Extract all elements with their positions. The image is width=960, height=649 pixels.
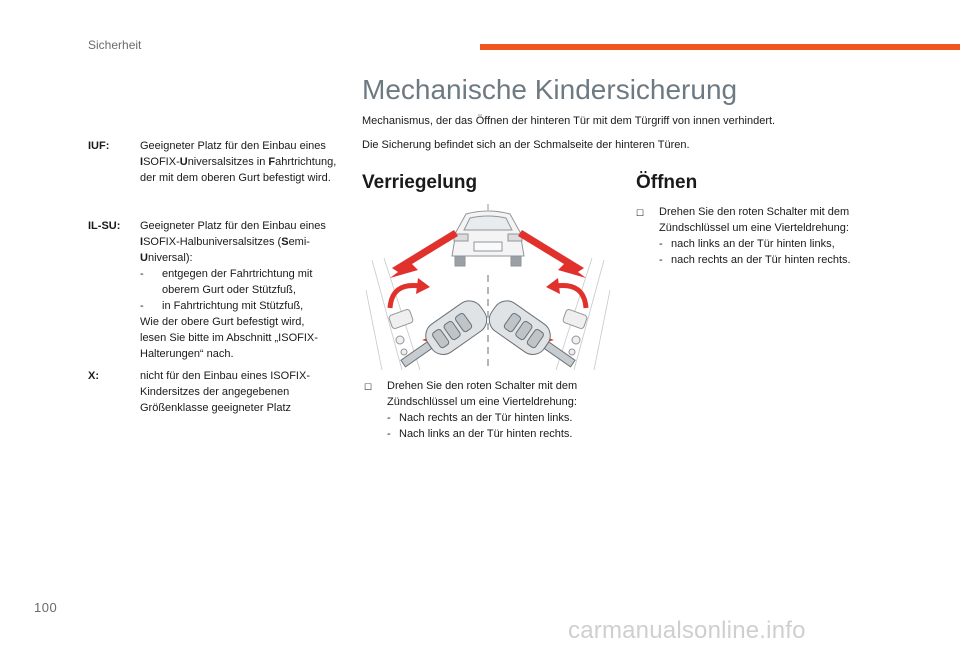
verriegelung-step: ☐ Drehen Sie den roten Schalter mit dem Zündschlüssel um eine Vierteldrehung: - Nach rechts an der Tür hinten links. - Nach links an der Tür hinten rechts.	[364, 378, 604, 442]
page-number: 100	[34, 600, 58, 615]
definition-note: Wie der obere Gurt befestigt wird, lesen Sie bitte im Abschnitt „ISOFIX-Halterungen“ nach.	[140, 316, 318, 360]
section-label: Sicherheit	[88, 38, 142, 52]
list-item: - Nach rechts an der Tür hinten links.	[387, 412, 573, 424]
list-item: - nach rechts an der Tür hinten rechts.	[659, 254, 851, 266]
heading-verriegelung: Verriegelung	[362, 172, 478, 193]
child-lock-illustration	[362, 200, 614, 372]
definition-text-iuf: Geeigneter Platz für den Einbau eines ISOFIX-Universalsitzes in Fahrtrichtung, der mit dem oberen Gurt befestigt wird.	[140, 140, 337, 184]
page-title: Mechanische Kindersicherung	[362, 74, 738, 105]
watermark: carmanualsonline.info	[568, 617, 806, 644]
list-item: - entgegen der Fahrtrichtung mit oberem Gurt oder Stützfuß,	[140, 268, 313, 296]
list-item: - nach links an der Tür hinten links,	[659, 238, 835, 250]
definition-term-x: X:	[88, 370, 99, 382]
checkbox-arrow-icon: ☐	[636, 208, 645, 218]
checkbox-arrow-icon: ☐	[364, 382, 373, 392]
list-item: - in Fahrtrichtung mit Stützfuß,	[140, 300, 304, 312]
intro-text: Mechanismus, der das Öffnen der hinteren Tür mit dem Türgriff von innen verhindert.	[362, 115, 776, 127]
definition-term-il-su: IL-SU:	[88, 220, 121, 232]
location-text: Die Sicherung befindet sich an der Schmalseite der hinteren Türen.	[362, 139, 690, 151]
definition-text-il-su: Geeigneter Platz für den Einbau eines ISOFIX-Halbuniversalsitzes (Semi-Universal): - entgegen der Fahrtrichtung mit oberem Gurt oder Stützfuß, - in Fahrtrichtung mit Stützfuß, Wie der obere Gurt befestigt wird, lesen Sie bitte im Abschnitt „ISOFIX-Halterungen“ nach.	[140, 218, 330, 362]
heading-oeffnen: Öffnen	[636, 172, 698, 193]
car-rear-icon	[452, 204, 524, 266]
list-item: - Nach links an der Tür hinten rechts.	[387, 428, 573, 440]
definition-term-iuf: IUF:	[88, 140, 110, 152]
oeffnen-step: ☐ Drehen Sie den roten Schalter mit dem Zündschlüssel um eine Vierteldrehung: - nach links an der Tür hinten links, - nach rechts an der Tür hinten rechts.	[636, 204, 886, 268]
definition-text-x: nicht für den Einbau eines ISOFIX-Kindersitzes der angegebenen Größenklasse geeigneter Platz	[140, 370, 310, 414]
section-accent-bar	[480, 44, 960, 50]
